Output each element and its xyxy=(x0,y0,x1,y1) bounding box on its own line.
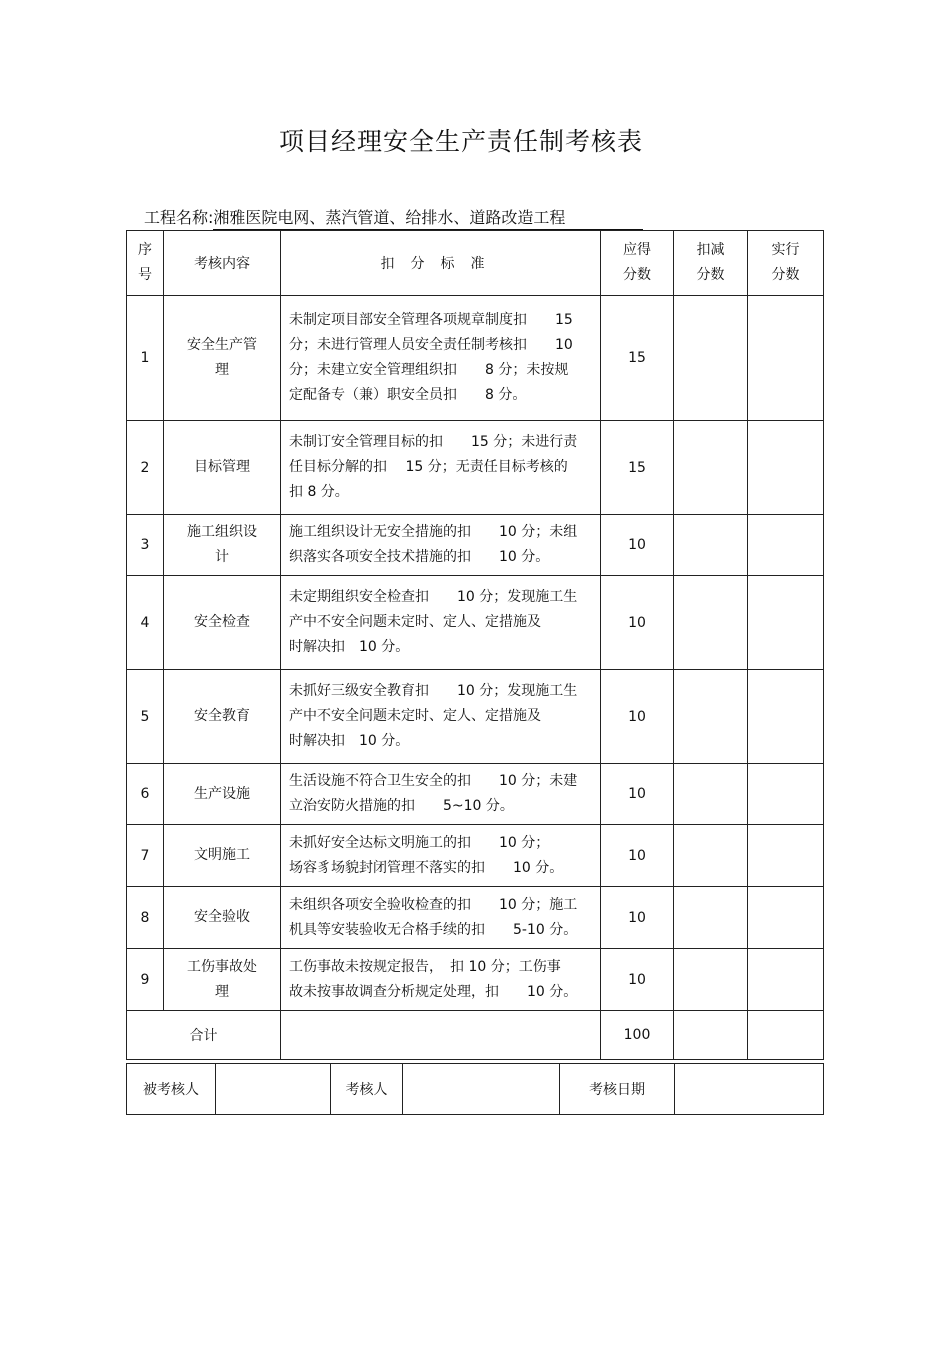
row-criteria-line: 机具等安装验收无合格手续的扣 5-10 分。 xyxy=(289,921,578,938)
row-deduct-score[interactable] xyxy=(674,576,748,670)
row-criteria xyxy=(281,576,601,670)
row-deduct-score[interactable] xyxy=(674,949,748,1011)
assessment-table xyxy=(126,230,824,1060)
row-content-line: 文明施工 xyxy=(194,847,250,863)
row-content-line: 工伤事故处 xyxy=(187,958,257,975)
row-criteria-line: 未组织各项安全验收检查的扣 10 分；施工 xyxy=(289,896,578,913)
row-actual-score[interactable] xyxy=(748,421,824,515)
row-criteria-line: 未制定项目部安全管理各项规章制度扣 15 xyxy=(289,312,573,328)
row-number: 9 xyxy=(127,949,164,1011)
row-due-score: 10 xyxy=(601,949,674,1011)
row-content-line: 安全生产管 xyxy=(187,337,257,353)
row-number: 2 xyxy=(127,421,164,515)
row-criteria-line: 未抓好三级安全教育扣 10 分；发现施工生 xyxy=(289,683,578,699)
table-row xyxy=(127,825,824,887)
row-criteria-line: 分；未进行管理人员安全责任制考核扣 10 xyxy=(289,337,573,353)
header-due-score xyxy=(601,231,674,296)
row-deduct-score[interactable] xyxy=(674,887,748,949)
row-due-score: 15 xyxy=(601,421,674,515)
row-deduct-score[interactable] xyxy=(674,670,748,764)
header-actual-line2: 分数 xyxy=(771,267,800,283)
table-body xyxy=(127,296,824,1011)
row-criteria-line: 故未按事故调查分析规定处理，扣 10 分。 xyxy=(289,983,578,1000)
project-name-line xyxy=(144,205,643,230)
row-criteria-line: 分；未建立安全管理组织扣 8 分；未按规 xyxy=(289,362,569,378)
row-actual-score[interactable] xyxy=(748,887,824,949)
row-criteria-line: 时解决扣 10 分。 xyxy=(289,639,410,655)
total-actual-cell[interactable] xyxy=(748,1011,824,1060)
row-criteria xyxy=(281,825,601,887)
project-name-label: 工程名称: xyxy=(144,208,214,227)
header-due-line1: 应得 xyxy=(623,242,651,258)
table-row xyxy=(127,949,824,1011)
table-row xyxy=(127,421,824,515)
row-due-score: 10 xyxy=(601,887,674,949)
header-deduct-line1: 扣减 xyxy=(696,242,725,258)
signature-table xyxy=(126,1063,824,1115)
assessee-label: 被考核人 xyxy=(127,1064,216,1115)
row-due-score: 10 xyxy=(601,515,674,576)
row-criteria-line: 立治安防火措施的扣 5~10 分。 xyxy=(289,798,514,814)
row-content-line: 施工组织设 xyxy=(187,524,257,540)
row-criteria-line: 织落实各项安全技术措施的扣 10 分。 xyxy=(289,549,550,565)
header-deduct-line2: 分数 xyxy=(696,267,725,283)
total-row xyxy=(127,1011,824,1060)
table-row xyxy=(127,887,824,949)
row-content xyxy=(164,887,281,949)
header-no xyxy=(127,231,164,296)
row-content xyxy=(164,576,281,670)
row-actual-score[interactable] xyxy=(748,576,824,670)
row-content-line: 目标管理 xyxy=(194,459,250,475)
row-content xyxy=(164,764,281,825)
row-number: 3 xyxy=(127,515,164,576)
signature-row xyxy=(127,1064,824,1115)
project-name-value: 湘雅医院电网、蒸汽管道、给排水、道路改造工程 xyxy=(213,205,643,230)
row-criteria-line: 工伤事故未按规定报告， 扣 10 分；工伤事 xyxy=(289,958,561,975)
row-due-score: 10 xyxy=(601,764,674,825)
row-criteria-line: 产中不安全问题未定时、定人、定措施及 xyxy=(289,708,541,724)
row-criteria-line: 扣 8 分。 xyxy=(289,484,349,500)
row-actual-score[interactable] xyxy=(748,949,824,1011)
row-criteria xyxy=(281,515,601,576)
total-deduct-cell[interactable] xyxy=(674,1011,748,1060)
row-content xyxy=(164,670,281,764)
row-criteria-line: 施工组织设计无安全措施的扣 10 分；未组 xyxy=(289,524,578,540)
page-title: 项目经理安全生产责任制考核表 xyxy=(278,127,643,156)
row-content xyxy=(164,296,281,421)
row-criteria-line: 产中不安全问题未定时、定人、定措施及 xyxy=(289,614,541,630)
row-deduct-score[interactable] xyxy=(674,421,748,515)
row-due-score: 10 xyxy=(601,825,674,887)
row-number: 5 xyxy=(127,670,164,764)
row-content-line: 理 xyxy=(215,362,229,378)
row-deduct-score[interactable] xyxy=(674,296,748,421)
row-deduct-score[interactable] xyxy=(674,515,748,576)
table-row xyxy=(127,764,824,825)
header-standard: 扣分标准 xyxy=(281,231,601,296)
header-actual-score xyxy=(748,231,824,296)
row-content-line: 安全验收 xyxy=(194,909,250,925)
row-criteria-line: 定配备专（兼）职安全员扣 8 分。 xyxy=(289,387,527,403)
row-due-score: 15 xyxy=(601,296,674,421)
header-content: 考核内容 xyxy=(164,231,281,296)
row-criteria xyxy=(281,670,601,764)
row-actual-score[interactable] xyxy=(748,670,824,764)
row-number: 7 xyxy=(127,825,164,887)
row-criteria-line: 任目标分解的扣 15 分；无责任目标考核的 xyxy=(289,459,568,475)
total-label: 合计 xyxy=(127,1011,281,1060)
date-label: 考核日期 xyxy=(560,1064,675,1115)
row-due-score: 10 xyxy=(601,670,674,764)
table-row xyxy=(127,670,824,764)
assessor-field[interactable] xyxy=(403,1064,560,1115)
row-content xyxy=(164,949,281,1011)
assessor-label: 考核人 xyxy=(331,1064,403,1115)
row-content-line: 安全检查 xyxy=(194,614,250,630)
total-standard-cell xyxy=(281,1011,601,1060)
table-row xyxy=(127,515,824,576)
table-row xyxy=(127,296,824,421)
row-criteria xyxy=(281,296,601,421)
header-no-line2: 号 xyxy=(138,267,152,283)
table-header-row xyxy=(127,231,824,296)
row-content-line: 理 xyxy=(215,983,229,1000)
row-content-line: 计 xyxy=(215,549,229,565)
row-criteria-line: 生活设施不符合卫生安全的扣 10 分；未建 xyxy=(289,773,578,789)
date-field[interactable] xyxy=(675,1064,824,1115)
row-content-line: 安全教育 xyxy=(194,708,250,724)
row-criteria xyxy=(281,421,601,515)
row-actual-score[interactable] xyxy=(748,515,824,576)
row-actual-score[interactable] xyxy=(748,764,824,825)
header-actual-line1: 实行 xyxy=(771,242,800,258)
row-criteria-line: 未定期组织安全检查扣 10 分；发现施工生 xyxy=(289,589,578,605)
row-criteria-line: 场容豸场貌封闭管理不落实的扣 10 分。 xyxy=(289,859,564,876)
row-criteria xyxy=(281,764,601,825)
row-criteria xyxy=(281,887,601,949)
row-content xyxy=(164,421,281,515)
row-criteria xyxy=(281,949,601,1011)
assessee-field[interactable] xyxy=(216,1064,331,1115)
row-number: 6 xyxy=(127,764,164,825)
row-criteria-line: 未抓好安全达标文明施工的扣 10 分； xyxy=(289,834,550,851)
row-actual-score[interactable] xyxy=(748,825,824,887)
row-deduct-score[interactable] xyxy=(674,825,748,887)
row-number: 1 xyxy=(127,296,164,421)
row-content-line: 生产设施 xyxy=(194,785,250,802)
table-row xyxy=(127,576,824,670)
row-criteria-line: 未制订安全管理目标的扣 15 分；未进行责 xyxy=(289,434,578,450)
row-due-score: 10 xyxy=(601,576,674,670)
row-content xyxy=(164,825,281,887)
row-deduct-score[interactable] xyxy=(674,764,748,825)
row-number: 4 xyxy=(127,576,164,670)
header-deduct-score xyxy=(674,231,748,296)
header-due-line2: 分数 xyxy=(623,267,651,283)
row-actual-score[interactable] xyxy=(748,296,824,421)
row-content xyxy=(164,515,281,576)
header-no-line1: 序 xyxy=(138,242,152,258)
row-criteria-line: 时解决扣 10 分。 xyxy=(289,733,410,749)
total-score: 100 xyxy=(601,1011,674,1060)
row-number: 8 xyxy=(127,887,164,949)
